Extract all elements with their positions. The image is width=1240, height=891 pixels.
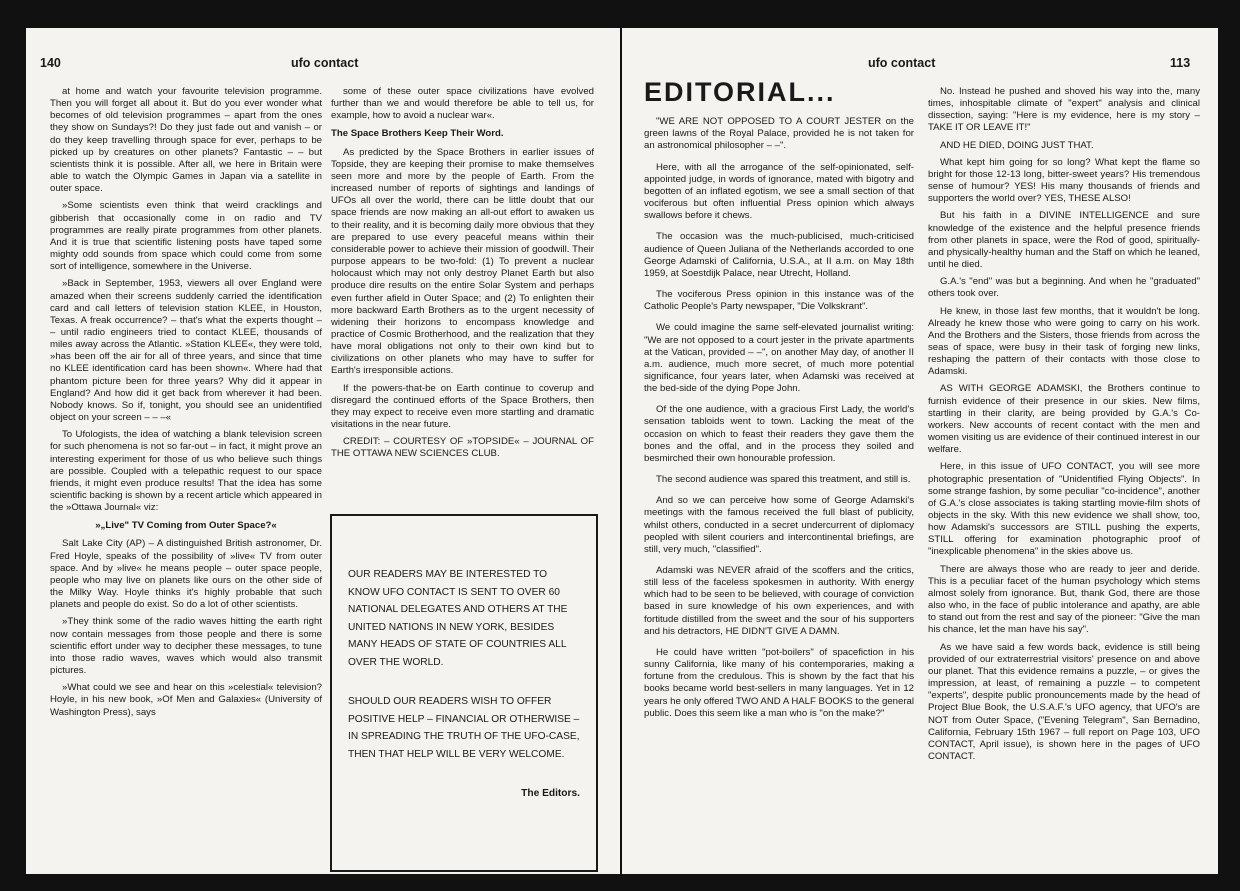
body-paragraph: some of these outer space civilizations have evolved further than we and would therefore be able to tell us, for example, how to avoid a nuclear war«. <box>331 86 594 122</box>
notice-box <box>330 514 598 872</box>
right-column-1 <box>644 77 915 729</box>
body-paragraph: Here, with all the arrogance of the self-opinionated, self-appointed judge, in words of ignorance, mated with bigotry and begotten of an inflated egotism, we see a small section of that vociferous but often influential Press opinion which always swallows before it chews. <box>644 161 914 222</box>
body-paragraph: AND HE DIED, DOING JUST THAT. <box>940 139 1094 151</box>
body-paragraph: He could have written "pot-boilers" of spacefiction in his sunny California, like many of his contemporaries, making a fortune from the credulous. This is shown by the fact that his books became world best-sellers in many languages. Yet in 12 years he only offered TWO AND A HALF BOOKS to the general public. Does this seem like a man who is "on the make?" <box>644 646 915 719</box>
running-header: ufo contact <box>291 56 359 70</box>
body-paragraph: CREDIT: – COURTESY OF »TOPSIDE« – JOURNAL OF THE OTTAWA NEW SCIENCES CLUB. <box>331 436 594 460</box>
editorial-title: EDITORIAL... <box>644 77 836 107</box>
body-paragraph: As predicted by the Space Brothers in earlier issues of Topside, they are keeping their promise to make themselves seen more and more by the people of Earth. From the increased number of reports of sightings and landings of UFOs all over the world, there can be little doubt that our space friends are now making an all-out effort to awaken us to their reality, and it is becoming daily more obvious that they are prepared to use every peaceful means within their considerable power to achieve their mission of goodwill. Their purpose appears to be two-fold: (1) To prevent a nuclear holocaust which may not only destroy Planet Earth but also produce dire results on the entire Solar System and perhaps even further afield in Outer Space; and (2) To enlighten their more backward Earth Brothers as to the urgent necessity of widening their horizons to encompass knowledge and practice of Cosmic Brotherhood, and the realization that they have moral obligations not only to their own kind but to civilizations on other planets who may have to suffer for Earth's irresponsible actions. <box>331 146 594 377</box>
body-paragraph: Adamski was NEVER afraid of the scoffers and the critics, still less of the faceless spokesmen in authority. With energy which had to be seen to be believed, with courage of conviction based in sure knowledge of his own experiences, and with fortitude distilled from the sweet and the sour of his supporters and his detractors, HE DIDN'T GIVE A DAMN. <box>644 565 914 637</box>
notice-paragraph: OUR READERS MAY BE INTERESTED TO KNOW UFO CONTACT IS SENT TO OVER 60 NATIONAL DELEGATES AND OTHERS AT THE UNITED NATIONS IN NEW YORK, BESIDES MANY HEADS OF STATE OF COUNTRIES ALL OVER THE WORLD. <box>348 569 568 668</box>
body-paragraph: Salt Lake City (AP) – A distinguished British astronomer, Dr. Fred Hoyle, speaks of the possibility of »live« TV from outer space. And by »live« he means people – outer space people, people who may live on planets like ours on the other side of the Milky Way. Hoyle thinks it's highly probable that such planets and people do exist. So do a lot of other scientists. <box>50 538 322 611</box>
body-paragraph: Here, in this issue of UFO CONTACT, you will see more photographic presentation of "Unidentified Flying Objects". In some strange fashion, by some peculiar "co-incidence", another of G.A.'s close associates is taking startling movie-film shots of objects in the sky. With this new evidence we shall show, too, how Adamski's successors are STILL pushing the experts, STILL offering for examination photographic proof of "inexplicable phenomena" in the skies above us. <box>928 461 1200 558</box>
body-paragraph: »What could we see and hear on this »celestial« television? Hoyle, in his new book, »Of Men and Galaxies« (University of Washington Press), says <box>50 682 322 718</box>
body-paragraph: »Back in September, 1953, viewers all over England were amazed when their screens suddenly carried the identification card and call letters of television station KLEE, in Houston, Texas. A freak occurrence? – that's what the experts thought – – until radio engineers tried to contact KLEE, thousands of miles away across the Atlantic. »Station KLEE«, they were told, »has been off the air for all of three years, and since that time no KLEE identification card has been shown«. Where had that phantom picture been for three years? Why did it appear in England? And how did it get back from wherever it had been. Nobody knows. So if, tonight, you should see an unidentified object on your screen – – –« <box>50 278 322 424</box>
body-paragraph: He knew, in those last few months, that it wouldn't be long. Already he knew those who were going to carry on his work. And the Brothers and the Sisters, those friends from across the seas of space, were busy in their task of forging new links, reshaping the pattern of their contacts with those close to Adamski. <box>928 305 1200 378</box>
body-paragraph: To Ufologists, the idea of watching a blank television screen for such phenomena is not so far-out – in fact, it might prove an interesting experiment for those of us who believe such things are possible. Coupled with a telepathic request to our space friends, it might even produce results! That the idea has some scientific backing is shown by a recent article which appeared in the »Ottawa Journal« viz: <box>50 429 322 514</box>
body-paragraph: G.A.'s "end" was but a beginning. And when he "graduated" others took over. <box>928 276 1200 300</box>
left-column-1 <box>50 86 322 724</box>
body-paragraph: »Some scientists even think that weird cracklings and gibberish that occasionally come in on radio and TV programmes are really pirate programmes from other planets. And it is true that scientific listening posts have taped some mighty odd sounds from space which could come from some sort of intelligence, somewhere in the Universe. <box>50 200 322 273</box>
body-paragraph: at home and watch your favourite television programme. Then you will forget all about it. But do you ever wonder what becomes of old television programmes – apart from the ones they show on Sundays?! Do they just fade out and vanish – or do they keep travelling through space for ever, perhaps to be picked up by creatures on other planets? Fantastic – – but scientists think it is possible. After all, we here in Britain were able to watch the Olympic Games in Japan via a satellite in outer space. <box>50 86 322 195</box>
section-heading: »„Live" TV Coming from Outer Space?« <box>95 520 277 532</box>
notice-signature: The Editors. <box>521 788 580 799</box>
right-column-2 <box>928 86 1200 768</box>
page-number: 140 <box>40 56 61 70</box>
body-paragraph: The occasion was the much-publicised, much-criticised audience of Queen Juliana of the Netherlands accorded to one George Adamski of California, U.S.A., at II a.m. on May 18th 1959, at Soestdijk Palace, near Utrecht, Holland. <box>644 231 914 279</box>
body-paragraph: As we have said a few words back, evidence is still being provided of our extraterrestrial visitors' presence on and above our planet. That this evidence remains a puzzle, – or gives the impression, at least, of remaining a puzzle – to competent "experts", despite public pronouncements made by the head of Project Blue Book, the U.S.A.F.'s UFO agency, that UFO's are NOT from Outer Space, ("Evening Telegram", San Bernadino, California, February 15th 1967 – full report on Page 103, UFO CONTACT, April issue), is shown here in the pages of UFO CONTACT. <box>928 641 1200 762</box>
left-page <box>26 28 620 874</box>
body-paragraph: AS WITH GEORGE ADAMSKI, the Brothers continue to furnish evidence of their presence in our skies. New films, startling in their clarity, are being provided by G.A.'s Co-workers. New accounts of recent contact with the men and women visiting us are evidence of their continued interest in our welfare. <box>928 383 1200 456</box>
body-paragraph: But his faith in a DIVINE INTELLIGENCE and sure knowledge of the existence and the helpful presence friends from other planets in space, were the Rod of good, spiritually- and physically-healthy human and the Staff on which he leaned, until he died. <box>928 210 1200 271</box>
body-paragraph: What kept him going for so long? What kept the flame so bright for those 12-13 long, bitter-sweet years? His tremendous sense of humour? YES! His many thousands of friends and supporters the world over? YES, THESE ALSO! <box>928 156 1200 205</box>
body-paragraph: No. Instead he pushed and shoved his way into the, many times, inhospitable climate of "expert" analysis and clinical dissection, saying: "Here is my evidence, here is my story – TAKE IT OR LEAVE IT!" <box>928 86 1200 134</box>
left-column-2 <box>331 86 594 466</box>
body-paragraph: The second audience was spared this treatment, and still is. <box>656 474 911 486</box>
body-paragraph: And so we can perceive how some of George Adamski's meetings with the famous received the full blast of publicity, whilst others, conducted in a secret undercurrent of diplomacy peopled with silent couriers and intercontinental briefings, are still, very much, "classified". <box>644 495 914 555</box>
body-paragraph: "WE ARE NOT OPPOSED TO A COURT JESTER on the green lawns of the Royal Palace, provided he is not taken for an astronomical philosopher – –". <box>644 116 914 152</box>
running-header: ufo contact <box>868 56 936 70</box>
page-number: 113 <box>1170 56 1191 70</box>
body-paragraph: We could imagine the same self-elevated journalist writing: "We are not opposed to a court jester in the private apartments at the Vatican, provided – –", on another May day, of another II a.m. audience, much more secret, of much more potential significance, four years later, when Adamski was received at the bed-side of the dying Pope John. <box>644 322 914 395</box>
body-paragraph: If the powers-that-be on Earth continue to coverup and disregard the continued efforts of the Space Brothers, then they may expect to receive even more startling and dramatic visitations in the near future. <box>331 382 594 431</box>
body-paragraph: There are always those who are ready to jeer and deride. This is a peculiar facet of the human psychology which stems almost solely from ignorance. But, thank God, there are those also who, in the face of public intolerance and apathy, are able to stand out from the rest and say of the pioneer: "Give the man his chance, let the man have his say". <box>928 563 1200 636</box>
right-page <box>622 28 1218 874</box>
section-heading: The Space Brothers Keep Their Word. <box>331 128 504 140</box>
notice-paragraph: SHOULD OUR READERS WISH TO OFFER POSITIVE HELP – FINANCIAL OR OTHERWISE – IN SPREADING THE TRUTH OF THE UFO-CASE, THEN THAT HELP WILL BE VERY WELCOME. <box>348 696 580 760</box>
body-paragraph: »They think some of the radio waves hitting the earth right now contain messages from those people and there is some scientific effort under way to decipher these messages, to tune into those radio waves, waves which would also transmit pictures. <box>50 616 322 677</box>
body-paragraph: The vociferous Press opinion in this instance was of the Catholic People's Party newspaper, "Die Volkskrant". <box>644 289 914 313</box>
body-paragraph: Of the one audience, with a gracious First Lady, the world's sensation tabloids went to town. Lacking the meat of the occasion on which to feast their readers they gave them the bones and the offal, and in the process they soiled and besmirched their own honourable profession. <box>644 404 914 464</box>
